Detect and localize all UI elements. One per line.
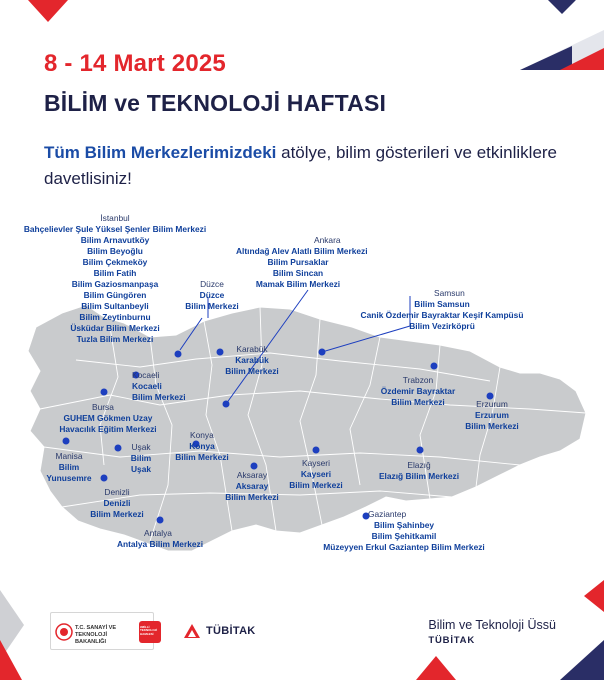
page-title: BİLİM ve TEKNOLOJİ HAFTASI: [44, 90, 387, 116]
label-trabzon: Trabzon Özdemir Bayraktar Bilim Merkezi: [380, 375, 456, 407]
label-manisa: Manisa Bilim Yunusemre: [46, 451, 92, 483]
label-usak: Uşak Bilim Uşak: [130, 442, 152, 474]
label-duzce: Düzce Düzce Bilim Merkezi: [185, 279, 239, 311]
label-bursa: Bursa GUHEM Gökmen Uzay Havacılık Eğitim Merkezi: [59, 402, 157, 434]
label-kocaeli: Kocaeli Kocaeli Bilim Merkezi: [132, 370, 186, 402]
marker-istanbul: [175, 351, 182, 358]
intro-rest: atölye, bilim gösterileri ve etkinliklere davetlisiniz!: [44, 143, 558, 188]
label-aksaray: Aksaray Aksaray Bilim Merkezi: [225, 470, 279, 502]
tubitak-logo-icon: [182, 622, 202, 642]
event-date: 8 - 14 Mart 2025: [44, 50, 226, 77]
marker-karabuk: [217, 349, 224, 356]
marker-aksaray: [251, 463, 258, 470]
label-denizli: Denizli Denizli Bilim Merkezi: [90, 487, 144, 519]
badge-text: #MİLLİ TEKNOLOJİ HAMLESİ: [140, 625, 158, 636]
ministry-logo-box: [50, 612, 158, 650]
label-konya: Konya Konya Bilim Merkezi: [175, 430, 229, 462]
label-karabuk: Karabük Karabük Bilim Merkezi: [225, 344, 279, 376]
marker-manisa: [63, 438, 70, 445]
marker-trabzon: [431, 363, 438, 370]
label-erzurum: Erzurum Erzurum Bilim Merkezi: [465, 399, 519, 431]
brand-signature: [428, 618, 556, 646]
marker-bursa: [101, 389, 108, 396]
brand-line2: TÜBİTAK: [428, 635, 475, 646]
marker-kayseri: [313, 447, 320, 454]
label-gaziantep: Gaziantep Bilim Şahinbey Bilim Şehitkamil Müzeyyen Erkul Gaziantep Bilim Merkezi: [323, 509, 485, 552]
ministry-emblem-icon: [55, 623, 73, 641]
label-antalya: Antalya Antalya Bilim Merkezi: [116, 528, 204, 549]
milli-teknoloji-badge: [139, 621, 161, 643]
ministry-name: T.C. SANAYİ VE TEKNOLOJİ BAKANLIĞI: [75, 625, 117, 645]
intro-highlight: Tüm Bilim Merkezlerimizdeki: [44, 143, 277, 162]
tubitak-wordmark: TÜBİTAK: [206, 625, 256, 637]
label-istanbul: İstanbul Bahçelievler Şule Yüksel Şenler Bilim Merkezi Bilim Arnavutköy Bilim Beyoğlu Bilim Çekmeköy Bilim Fatih Bilim Gaziosmanpaşa Bilim Güngören Bilim Sultanbeyli Bilim Zeytinburnu Üsküdar Bilim Merkezi Tuzla Bilim Merkezi: [23, 213, 207, 344]
label-ankara: Ankara Altındağ Alev Alatlı Bilim Merkezi Bilim Pursaklar Bilim Sincan Mamak Bilim Merkezi: [236, 235, 368, 289]
marker-usak: [115, 445, 122, 452]
brand-line1: Bilim ve Teknoloji Üssü: [428, 618, 556, 632]
marker-ankara: [223, 401, 230, 408]
marker-antalya: [157, 517, 164, 524]
marker-denizli: [101, 475, 108, 482]
marker-samsun: [319, 349, 326, 356]
label-elazig: Elazığ Elazığ Bilim Merkezi: [378, 460, 460, 481]
label-samsun: Samsun Bilim Samsun Canik Özdemir Bayraktar Keşif Kampüsü Bilim Vezirköprü: [360, 288, 524, 331]
label-kayseri: Kayseri Kayseri Bilim Merkezi: [289, 458, 343, 490]
marker-elazig: [417, 447, 424, 454]
